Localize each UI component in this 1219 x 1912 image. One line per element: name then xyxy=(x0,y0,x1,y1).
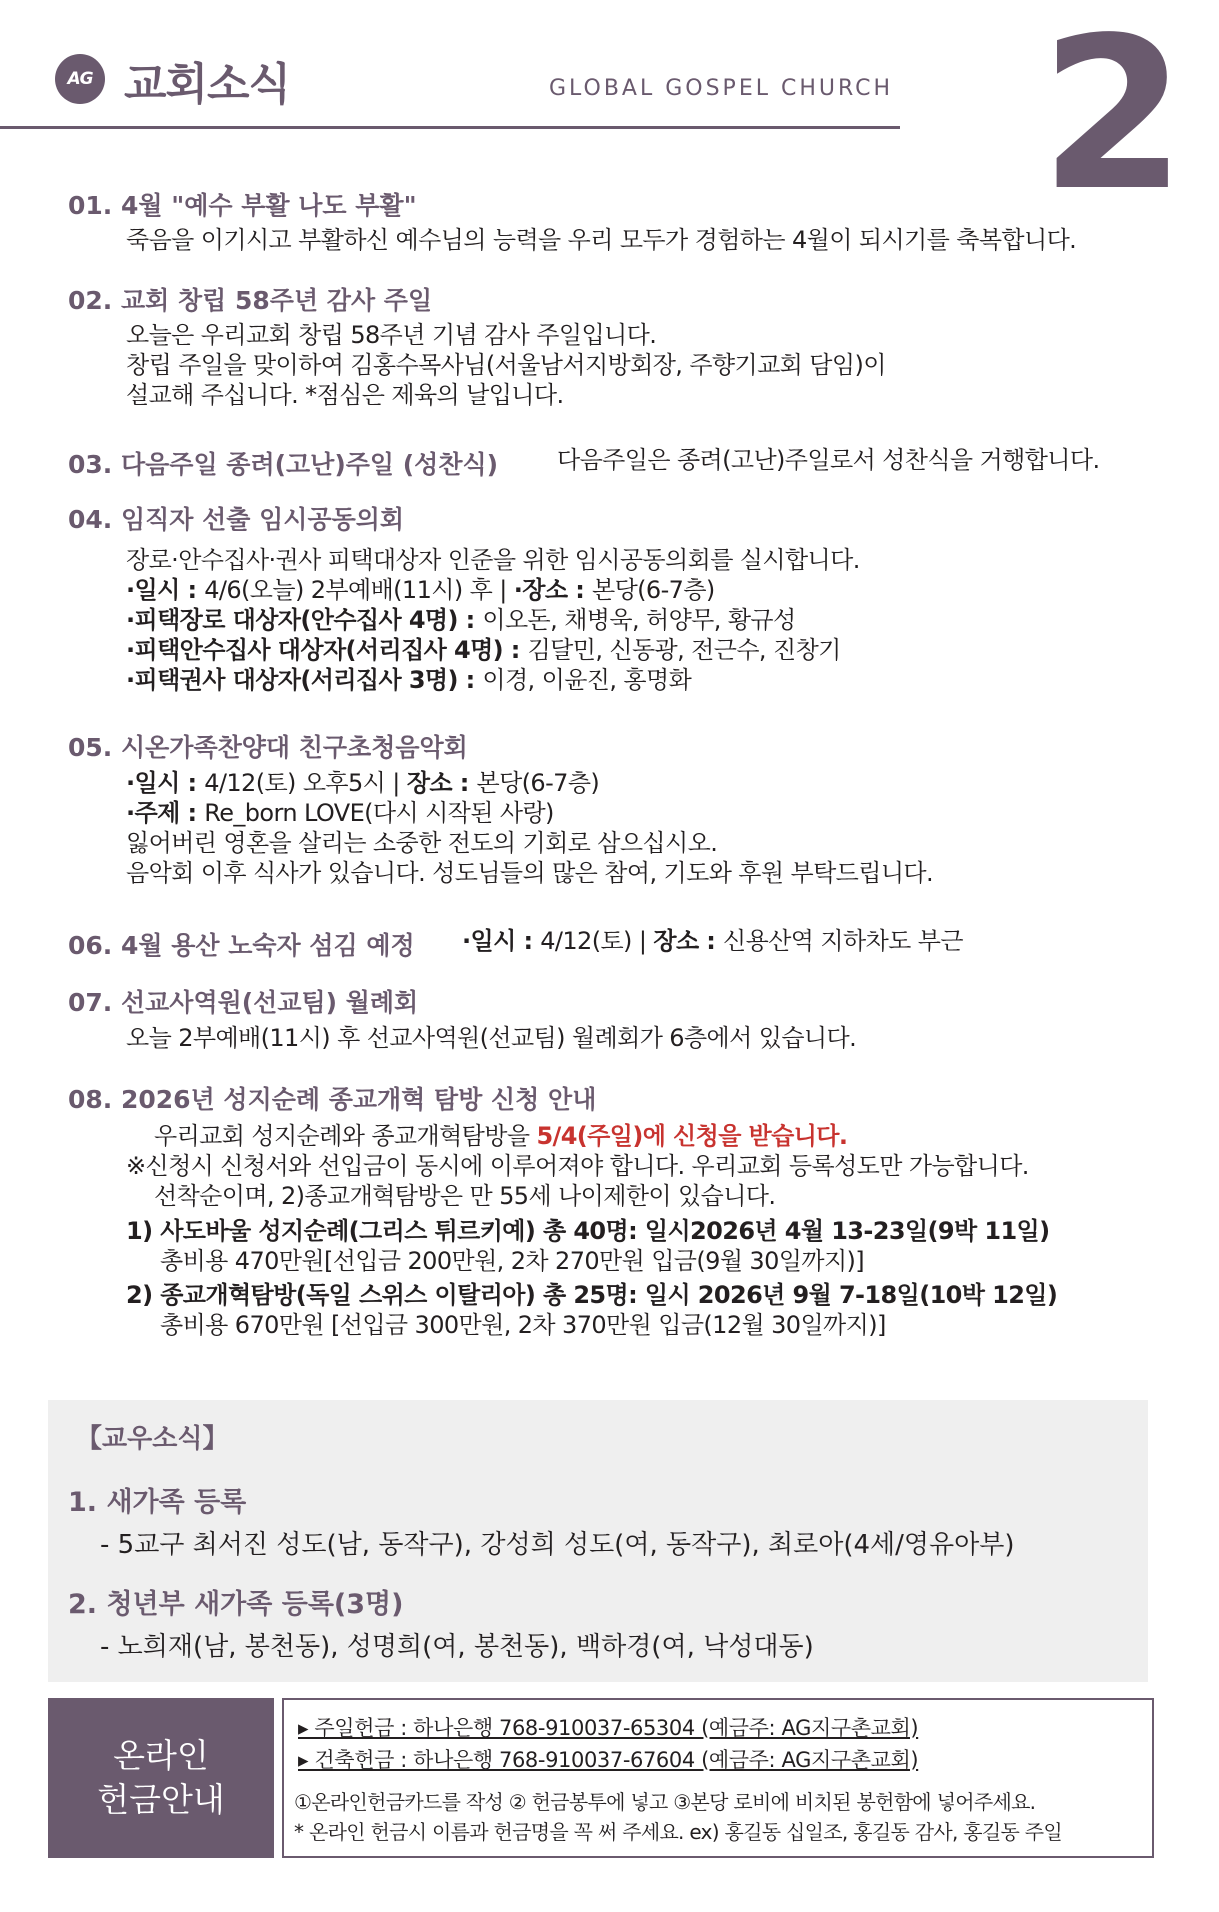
news-05-schedule xyxy=(126,768,599,798)
news-05-date-value: 4/12(토) 오후5시 | xyxy=(204,769,407,797)
issue-number: 2 xyxy=(1040,0,1187,237)
news-06-detail xyxy=(462,926,963,956)
news-04-kwonsa-line xyxy=(126,665,691,695)
news-05-place-value: 본당(6-7층) xyxy=(476,769,600,797)
building-offering-account: ▸ 건축헌금 : 하나은행 768-910037-67604 (예금주: AG지구촌교회) xyxy=(298,1748,919,1772)
news-04-place-label: ·장소 : xyxy=(513,576,592,604)
news-04-elder-label: ·피택장로 대상자(안수집사 4명) : xyxy=(126,606,483,634)
news-08-heading: 08. 2026년 성지순례 종교개혁 탐방 신청 안내 xyxy=(68,1085,597,1114)
news-04-elder-names: 이오돈, 채병욱, 허양무, 황규성 xyxy=(482,606,796,634)
news-06-date-label: ·일시 : xyxy=(462,927,541,955)
news-02-heading: 02. 교회 창립 58주년 감사 주일 xyxy=(68,286,433,315)
news-08-trip-2: 2) 종교개혁탐방(독일 스위스 이탈리아) 총 25명: 일시 2026년 9월 7-18일(10박 12일) xyxy=(126,1281,1058,1309)
header-divider xyxy=(0,126,900,129)
news-06-place-label: 장소 : xyxy=(653,927,724,955)
news-08-deadline: 5/4(주일)에 신청을 받습니다. xyxy=(536,1122,848,1150)
online-label-line-1: 온라인 xyxy=(113,1736,209,1775)
online-offering-info xyxy=(282,1698,1154,1858)
page-title: 교회소식 xyxy=(124,59,291,110)
news-04-kwonsa-names: 이경, 이윤진, 홍명화 xyxy=(482,666,692,694)
news-02-line-3: 설교해 주십니다. *점심은 제육의 날입니다. xyxy=(126,381,564,409)
news-04-place-value: 본당(6-7층) xyxy=(591,576,715,604)
news-04-heading: 04. 임직자 선출 임시공동의회 xyxy=(68,505,405,534)
news-05-heading: 05. 시온가족찬양대 친구초청음악회 xyxy=(68,733,468,762)
news-08-trip-1-cost: 총비용 470만원[선입금 200만원, 2차 270만원 입금(9월 30일까지)] xyxy=(160,1247,865,1275)
news-04-deacon-names: 김달민, 신동광, 전근수, 진창기 xyxy=(527,636,841,664)
church-name: GLOBAL GOSPEL CHURCH xyxy=(549,76,894,101)
news-04-deacon-line xyxy=(126,635,841,665)
news-05-theme-value: Re_born LOVE(다시 시작된 사랑) xyxy=(204,799,554,827)
news-08-intro: 우리교회 성지순례와 종교개혁탐방을 xyxy=(154,1122,537,1150)
news-04-date-value: 4/6(오늘) 2부예배(11시) 후 | xyxy=(204,576,514,604)
news-08-line-1 xyxy=(154,1121,847,1151)
news-02-line-2: 창립 주일을 맞이하여 김홍수목사님(서울남서지방회장, 주향기교회 담임)이 xyxy=(126,351,886,379)
news-08-trip-1: 1) 사도바울 성지순례(그리스 튀르키예) 총 40명: 일시2026년 4월 13-23일(9박 11일) xyxy=(126,1217,1050,1245)
news-03-heading: 03. 다음주일 종려(고난)주일 (성찬식) xyxy=(68,450,499,479)
news-05-line-3: 잃어버린 영혼을 살리는 소중한 전도의 기회로 삼으십시오. xyxy=(126,829,718,857)
news-04-deacon-label: ·피택안수집사 대상자(서리집사 4명) : xyxy=(126,636,528,664)
news-04-date-label: ·일시 : xyxy=(126,576,205,604)
offering-note: * 온라인 헌금시 이름과 헌금명을 꼭 써 주세요. ex) 홍길동 십일조, 홍길동 감사, 홍길동 주일 xyxy=(294,1820,1063,1844)
news-06-place-value: 신용산역 지하차도 부근 xyxy=(723,927,963,955)
online-label-line-2: 헌금안내 xyxy=(97,1780,225,1819)
news-08-trip-2-cost: 총비용 670만원 [선입금 300만원, 2차 370만원 입금(12월 30일까지)] xyxy=(160,1311,886,1339)
news-04-kwonsa-label: ·피택권사 대상자(서리집사 3명) : xyxy=(126,666,483,694)
news-05-line-4: 음악회 이후 식사가 있습니다. 성도님들의 많은 참여, 기도와 후원 부탁드립니다. xyxy=(126,859,934,887)
logo-text: AG xyxy=(67,69,93,89)
new-family-list: - 5교구 최서진 성도(남, 동작구), 강성희 성도(여, 동작구), 최로아(4세/영유아부) xyxy=(100,1530,1015,1560)
news-07-text: 오늘 2부예배(11시) 후 선교사역원(선교팀) 월례회가 6층에서 있습니다. xyxy=(126,1024,857,1052)
member-news-title: 【교우소식】 xyxy=(76,1424,229,1454)
news-06-date-value: 4/12(토) | xyxy=(540,927,654,955)
new-family-heading: 1. 새가족 등록 xyxy=(68,1487,247,1518)
youth-new-family-heading: 2. 청년부 새가족 등록(3명) xyxy=(68,1589,404,1620)
member-news-box xyxy=(48,1400,1148,1682)
news-04-schedule xyxy=(126,575,715,605)
news-01-text: 죽음을 이기시고 부활하신 예수님의 능력을 우리 모두가 경험하는 4월이 되시기를 축복합니다. xyxy=(126,226,1077,254)
news-01-heading: 01. 4월 "예수 부활 나도 부활" xyxy=(68,191,417,220)
youth-new-family-list: - 노희재(남, 봉천동), 성명희(여, 봉천동), 백하경(여, 낙성대동) xyxy=(100,1632,814,1662)
offering-instructions: ①온라인헌금카드를 작성 ② 헌금봉투에 넣고 ③본당 로비에 비치된 봉헌함에 넣어주세요. xyxy=(294,1790,1036,1814)
news-05-theme xyxy=(126,798,554,828)
church-logo xyxy=(55,54,105,104)
news-06-heading: 06. 4월 용산 노숙자 섬김 예정 xyxy=(68,931,415,960)
news-05-date-label: ·일시 : xyxy=(126,769,205,797)
sunday-offering-account: ▸ 주일헌금 : 하나은행 768-910037-65304 (예금주: AG지구촌교회) xyxy=(298,1716,919,1740)
news-03-text: 다음주일은 종려(고난)주일로서 성찬식을 거행합니다. xyxy=(557,446,1100,474)
online-offering-label xyxy=(48,1698,274,1858)
news-05-theme-label: ·주제 : xyxy=(126,799,205,827)
news-04-elder-line xyxy=(126,605,796,635)
news-02-line-1: 오늘은 우리교회 창립 58주년 기념 감사 주일입니다. xyxy=(126,321,657,349)
news-07-heading: 07. 선교사역원(선교팀) 월례회 xyxy=(68,988,419,1017)
news-04-intro: 장로·안수집사·권사 피택대상자 인준을 위한 임시공동의회를 실시합니다. xyxy=(126,546,860,574)
news-08-line-3: 선착순이며, 2)종교개혁탐방은 만 55세 나이제한이 있습니다. xyxy=(154,1182,776,1210)
news-08-line-2: ※신청시 신청서와 선입금이 동시에 이루어져야 합니다. 우리교회 등록성도만 가능합니다. xyxy=(126,1152,1029,1180)
news-05-place-label: 장소 : xyxy=(406,769,477,797)
